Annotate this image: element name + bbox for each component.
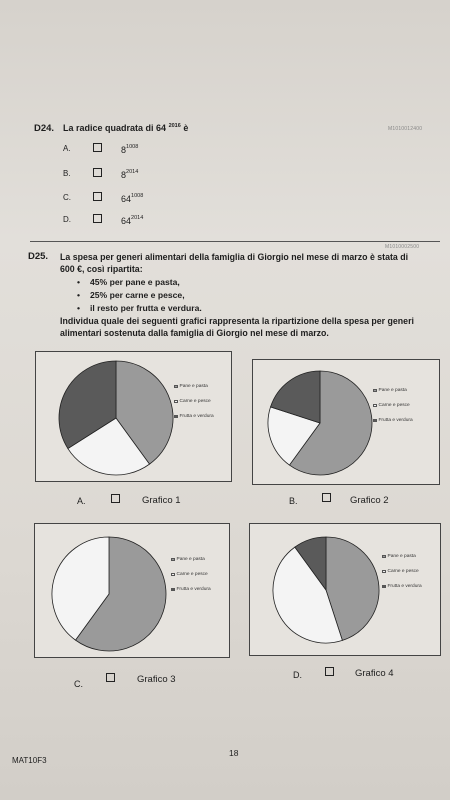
checkbox-option-b[interactable] <box>93 168 102 177</box>
bullet-item: • 25% per carne e pesce, <box>90 289 185 301</box>
answer-label-b: Grafico 2 <box>350 495 389 506</box>
chart-2 <box>252 359 440 485</box>
checkbox-answer-b[interactable] <box>322 493 331 502</box>
bullet-item: • il resto per frutta e verdura. <box>90 302 202 314</box>
legend-label: Frutta e verdura <box>176 587 211 592</box>
legend-item <box>382 554 422 559</box>
question-number-d24: D24. <box>34 123 55 134</box>
chart-4-legend <box>382 554 422 599</box>
checkbox-answer-a[interactable] <box>111 494 120 503</box>
intro-line-2: 600 €, così ripartita: <box>60 264 143 274</box>
intro-line-1: La spesa per generi alimentari della famiglia di Giorgio nel mese di marzo è stata di <box>60 252 409 262</box>
legend-label: Carne e pesce <box>378 403 410 408</box>
checkbox-option-a[interactable] <box>93 143 102 152</box>
option-letter: B. <box>63 169 71 178</box>
answer-label-d: Grafico 4 <box>355 668 394 679</box>
legend-label: Pane e pasta <box>179 384 208 389</box>
legend-item <box>373 403 413 408</box>
legend-swatch <box>171 588 175 592</box>
legend-item <box>373 388 413 393</box>
answer-letter-a: A. <box>77 496 86 506</box>
chart-2-legend <box>373 388 413 433</box>
legend-swatch <box>382 585 386 589</box>
option-letter: D. <box>63 215 71 224</box>
option-base: 64 <box>121 216 132 226</box>
legend-item <box>382 584 422 589</box>
legend-item <box>174 384 214 389</box>
legend-swatch <box>174 415 178 419</box>
item-code-d24: M1010012400 <box>388 126 423 132</box>
answer-letter-b: B. <box>289 496 298 506</box>
checkbox-answer-c[interactable] <box>106 673 115 682</box>
item-code-d25: M1010002500 <box>385 244 420 250</box>
footer-code: MAT10F3 <box>12 756 47 765</box>
question-text-d24 <box>63 123 188 133</box>
checkbox-answer-d[interactable] <box>325 667 334 676</box>
page-number: 18 <box>229 748 239 758</box>
legend-label: Carne e pesce <box>387 569 419 574</box>
legend-item <box>171 587 211 592</box>
legend-label: Carne e pesce <box>176 572 208 577</box>
legend-swatch <box>382 555 386 559</box>
answer-letter-c: C. <box>74 679 83 689</box>
legend-item <box>174 399 214 404</box>
question-text-d24-main: La radice quadrata di 64 <box>63 123 167 133</box>
option-exponent: 2014 <box>131 215 144 221</box>
option-value <box>121 193 143 204</box>
legend-swatch <box>373 389 377 393</box>
option-base: 64 <box>121 194 132 204</box>
chart-4-pie <box>270 534 382 646</box>
legend-swatch <box>373 404 377 408</box>
chart-3-legend <box>171 557 211 602</box>
legend-item <box>373 418 413 423</box>
chart-1 <box>35 351 232 482</box>
legend-label: Frutta e verdura <box>378 418 413 423</box>
legend-item <box>174 414 214 419</box>
option-base: 8 <box>121 170 127 180</box>
option-value <box>121 144 138 155</box>
legend-swatch <box>174 400 178 404</box>
legend-label: Carne e pesce <box>179 399 211 404</box>
question-line-2: alimentari sostenuta dalla famiglia di Giorgio nel mese di marzo. <box>60 328 329 338</box>
legend-label: Pane e pasta <box>176 557 205 562</box>
legend-label: Pane e pasta <box>378 388 407 393</box>
divider <box>30 241 440 242</box>
chart-1-legend <box>174 384 214 429</box>
option-exponent: 1008 <box>131 193 144 199</box>
legend-swatch <box>382 570 386 574</box>
question-number-d25: D25. <box>28 251 49 262</box>
chart-1-pie <box>56 358 176 478</box>
legend-item <box>171 572 211 577</box>
option-exponent: 2014 <box>126 169 139 175</box>
legend-label: Frutta e verdura <box>387 584 422 589</box>
legend-swatch <box>373 419 377 423</box>
legend-item <box>171 557 211 562</box>
answer-label-c: Grafico 3 <box>137 674 176 685</box>
chart-3-pie <box>49 534 169 654</box>
option-exponent: 1008 <box>126 144 139 150</box>
option-base: 8 <box>121 145 127 155</box>
option-letter: A. <box>63 144 71 153</box>
option-value <box>121 169 138 180</box>
checkbox-option-d[interactable] <box>93 214 102 223</box>
legend-label: Pane e pasta <box>387 554 416 559</box>
chart-4 <box>249 523 441 656</box>
bullet-item: • 45% per pane e pasta, <box>90 276 180 288</box>
legend-swatch <box>171 573 175 577</box>
legend-swatch <box>174 385 178 389</box>
answer-letter-d: D. <box>293 670 302 680</box>
chart-3 <box>34 523 230 658</box>
option-value <box>121 215 143 226</box>
legend-item <box>382 569 422 574</box>
legend-swatch <box>171 558 175 562</box>
legend-label: Frutta e verdura <box>179 414 214 419</box>
chart-2-pie <box>265 368 375 478</box>
option-letter: C. <box>63 193 71 202</box>
question-line-1: Individua quale dei seguenti grafici rappresenta la ripartizione della spesa per generi <box>60 316 414 326</box>
question-text-d24-exp: 2016 <box>168 123 181 129</box>
checkbox-option-c[interactable] <box>93 192 102 201</box>
question-text-d24-suffix: è <box>183 123 189 133</box>
answer-label-a: Grafico 1 <box>142 495 181 506</box>
